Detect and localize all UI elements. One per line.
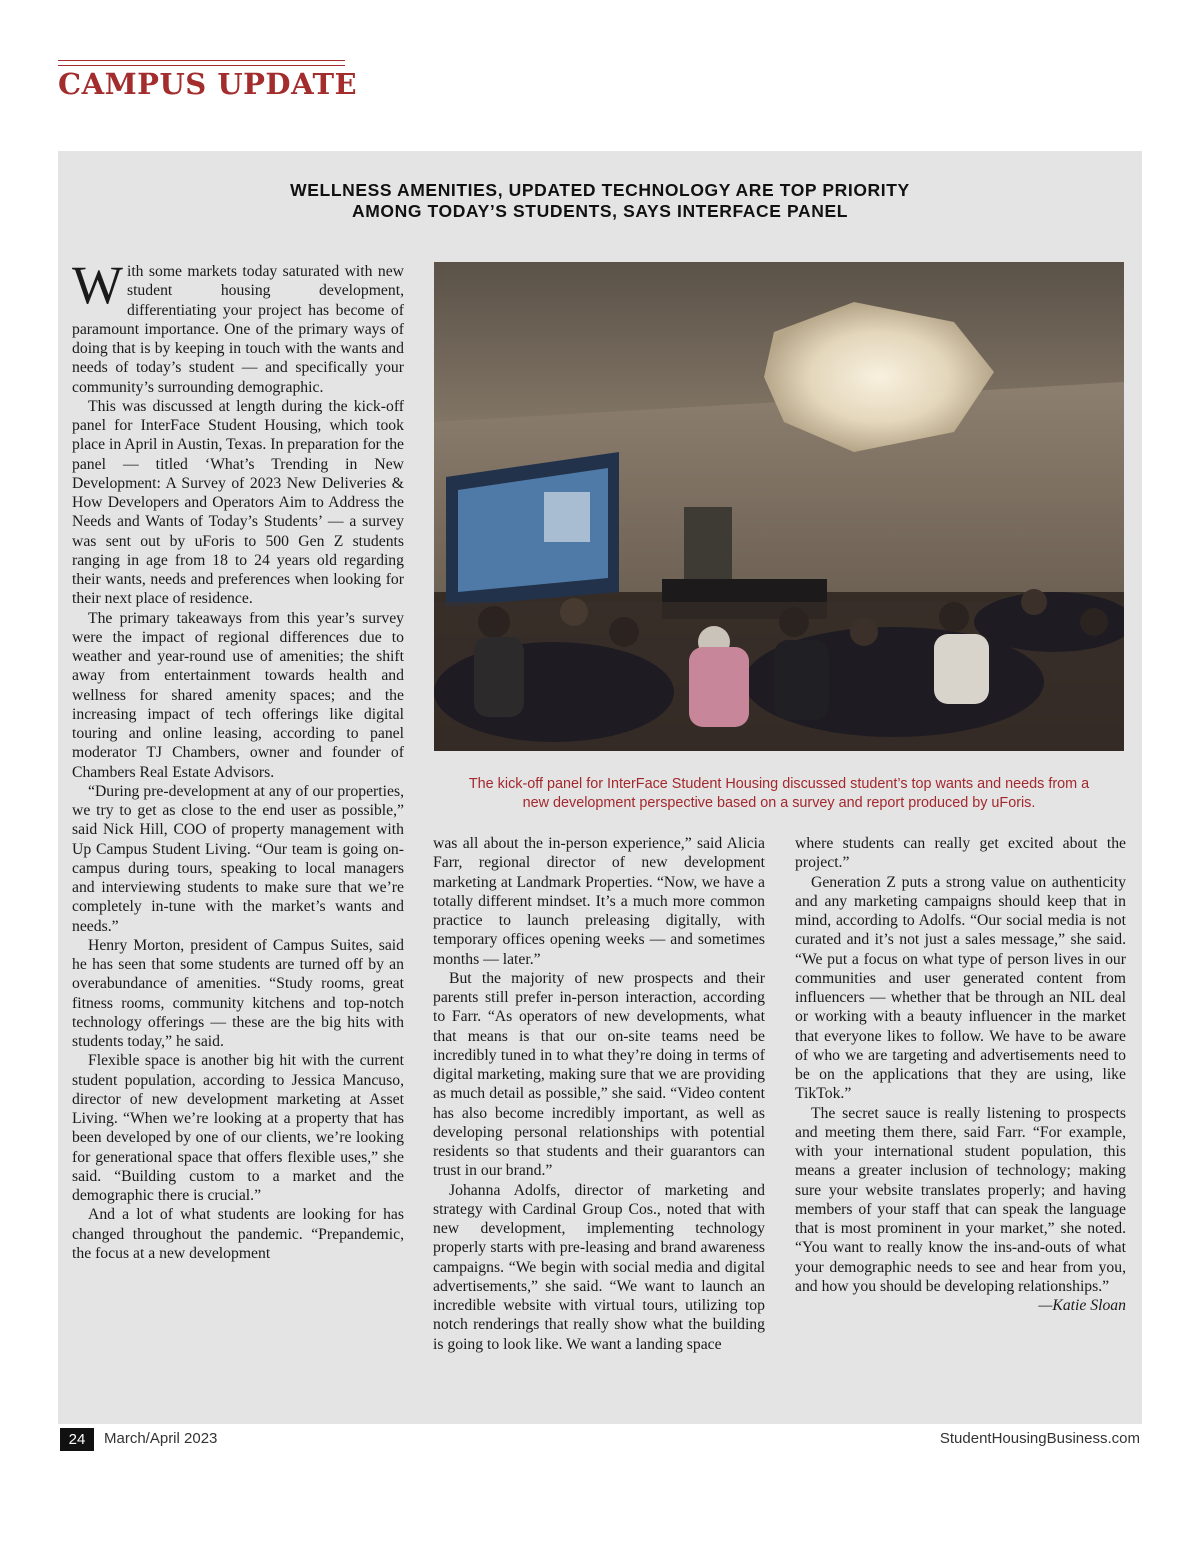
photo-caption [434, 775, 1124, 813]
paragraph: was all about the in-person experience,” said Alicia Farr, regional director of new development marketing at Landmark Properties. “Now, we have a totally different mindset. It’s a much more common practice to launch preleasing digitally, with temporary offices opening weeks — and sometimes months — later.” [433, 835, 765, 968]
headline-line-2: AMONG TODAY’S STUDENTS, SAYS INTERFACE PANEL [351, 201, 849, 221]
section-rule-top [58, 60, 345, 61]
paragraph: Flexible space is another big hit with the current student population, according to Jessica Mancuso, director of new development marketing at Asset Living. “When we’re looking at a property that has been developed by one of our clients, we’re looking for generational space that offers flexible uses,” she said. “Building custom to a market and the demographic there is crucial.” [72, 1052, 404, 1204]
section-title: CAMPUS UPDATE [58, 67, 358, 101]
paragraph: With some markets today saturated with new student housing development, differentiating your project has become of paramount importance. One of the primary ways of doing that is by keeping in touch with the wants and needs of today’s student — and specifically your community’s surrounding demographic. [72, 255, 404, 396]
page-number: 24 [60, 1428, 94, 1451]
paragraph: Generation Z puts a strong value on authenticity and any marketing campaigns should keep that in mind, according to Adolfs. “Our social media is not curated and it’s not just a sales message,” she said. “We put a focus on what type of person lives in our communities and user generated content from influencers — whether that be through an NIL deal or working with a beauty influencer in the market that everyone likes to follow. We have to be aware of who we are targeting and advertisements need to be on the applications that they are using, like TikTok.” [795, 873, 1126, 1103]
paragraph: The primary takeaways from this year’s survey were the impact of regional differences due to weather and year-round use of amenities; the shift away from entertainment towards health and wellness for shared amenity spaces; and the increasing impact of tech offerings like digital touring and online leasing, according to panel moderator TJ Chambers, owner and founder of Chambers Real Estate Advisors. [72, 609, 404, 781]
article-column-3 [795, 834, 1126, 1315]
section-rule-bottom [58, 65, 345, 66]
caption-line-1: The kick-off panel for InterFace Student Housing discussed student’s top wants and needs from a [468, 776, 1090, 792]
article-column-1 [72, 255, 404, 1263]
paragraph: where students can really get excited about the project.” [795, 835, 1126, 872]
article-column-2 [433, 834, 765, 1354]
paragraph: Henry Morton, president of Campus Suites, said he has seen that some students are turned off by an overabundance of amenities. “Study rooms, great fitness rooms, community kitchens and top-notch technology offerings — these are the big hits with students today,” he said. [72, 936, 404, 1050]
issue-date: March/April 2023 [104, 1430, 218, 1447]
article-headline [58, 180, 1142, 222]
paragraph: Johanna Adolfs, director of marketing and strategy with Cardinal Group Cos., noted that with new development, implementing technology properly starts with pre-leasing and brand awareness campaigns. “We begin with social media and digital advertisements,” she said. “We want to launch an incredible website with virtual tours, utilizing top notch renderings that really show what the building is going to look like. We want a landing space [433, 1181, 765, 1353]
publication-site: StudentHousingBusiness.com [939, 1430, 1140, 1447]
author-byline: —Katie Sloan [1038, 1297, 1126, 1314]
event-photo [434, 262, 1124, 751]
paragraph: This was discussed at length during the kick-off panel for InterFace Student Housing, which took place in April in Austin, Texas. In preparation for the panel — titled ‘What’s Trending in New Development: A Survey of 2023 New Deliveries & How Developers and Operators Aim to Address the Needs and Wants of Today’s Students’ — a survey was sent out by uForis to 500 Gen Z students ranging in age from 18 to 24 years old regarding their wants, needs and preferences when looking for their next place of residence. [72, 397, 404, 608]
paragraph: “During pre-development at any of our properties, we try to get as close to the end user as possible,” said Nick Hill, COO of property management with Up Campus Student Living. “Our team is going on-campus during tours, speaking to local managers and interviewing students to make sure that we’re completely in-tune with the market’s wants and needs.” [72, 782, 404, 935]
headline-line-1: WELLNESS AMENITIES, UPDATED TECHNOLOGY ARE TOP PRIORITY [290, 180, 910, 200]
paragraph: The secret sauce is really listening to prospects and meeting them there, said Farr. “For example, with your international student population, this means a greater inclusion of technology; making sure your website translates properly; and having members of your staff that can speak the language that is most prominent in your market,” she noted. “You want to really know the ins-and-outs of what your demographic needs to see and hear from you, and how you should be developing relationships.” [795, 1104, 1126, 1295]
caption-line-2: new development perspective based on a survey and report produced by uForis. [522, 795, 1036, 811]
paragraph: But the majority of new prospects and their parents still prefer in-person interaction, according to Farr. “As operators of new developments, what that means is that our on-site teams need be incredibly tuned in to what they’re doing in terms of digital marketing, making sure that we are providing as much detail as possible,” she said. “Video content has also become incredibly important, as well as developing personal relationships with potential residents so that students and their guarantors can trust in our brand.” [433, 969, 765, 1180]
paragraph: And a lot of what students are looking for has changed throughout the pandemic. “Prepandemic, the focus at a new development [72, 1206, 404, 1262]
drop-cap: W [72, 255, 123, 315]
